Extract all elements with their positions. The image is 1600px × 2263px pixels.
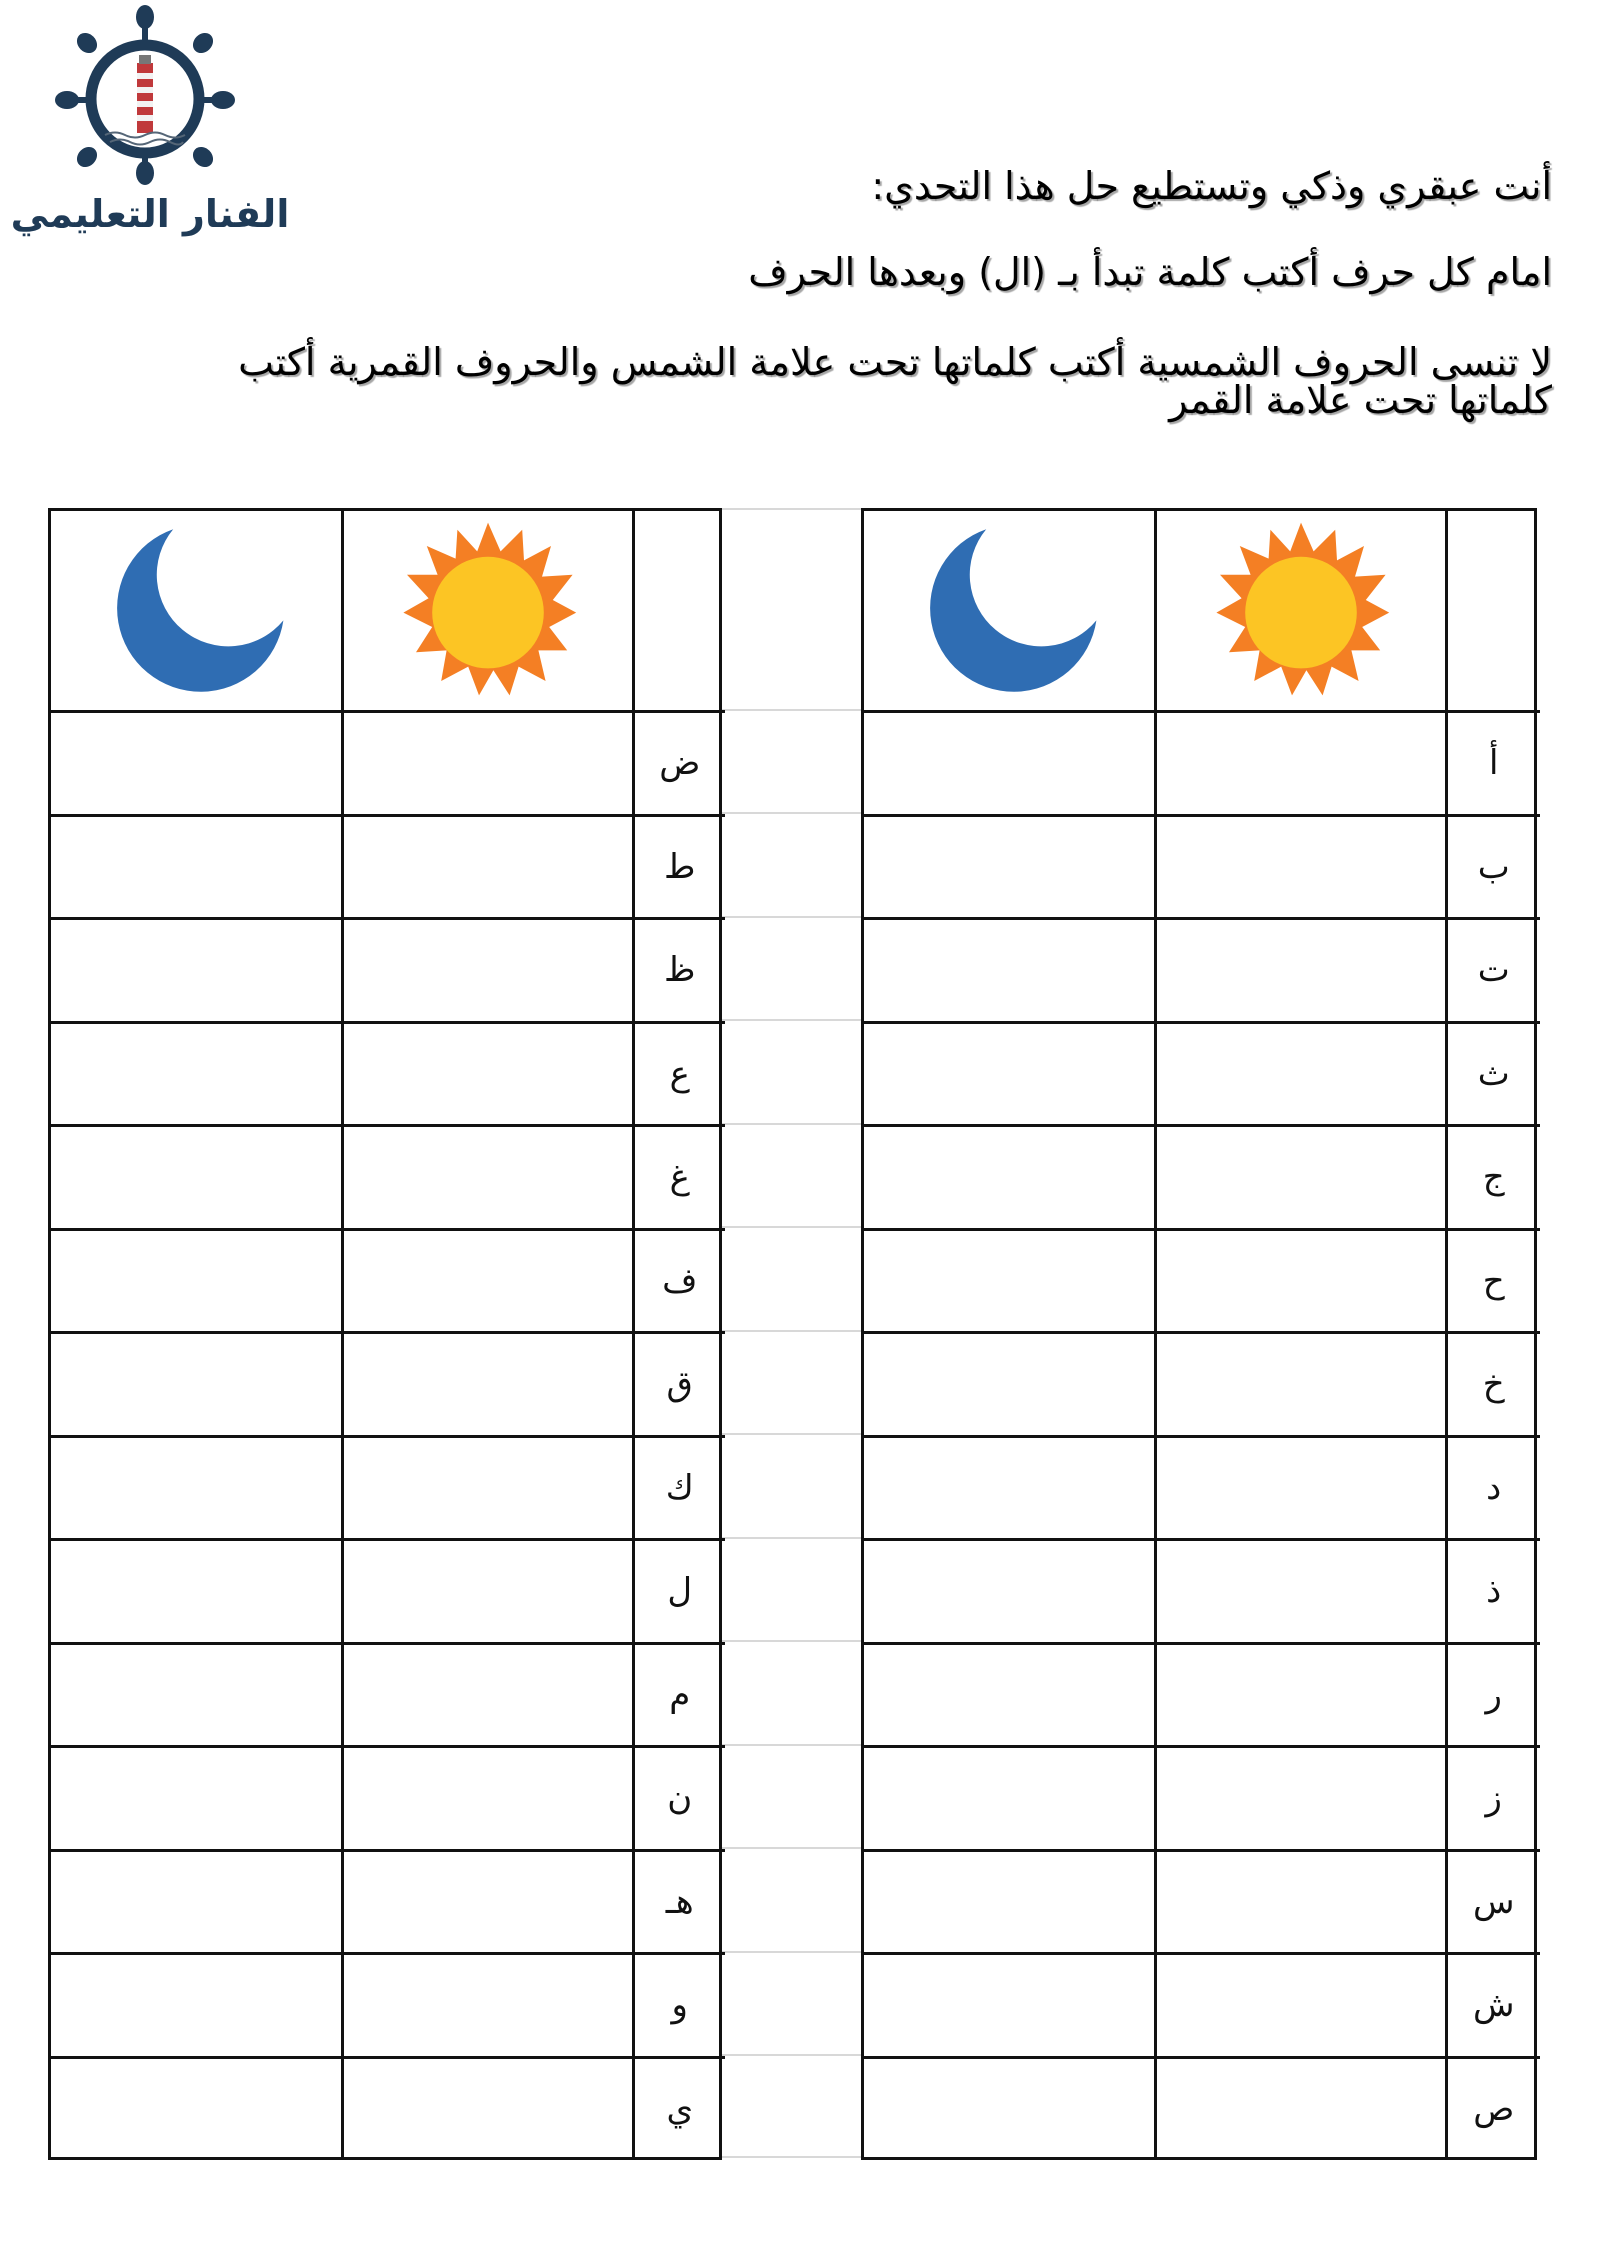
letter-cell: ت (1446, 919, 1540, 1023)
moon-word-input[interactable] (51, 1229, 342, 1333)
divider (722, 1123, 861, 1125)
sun-icon (398, 519, 578, 699)
letter-cell: ف (633, 1229, 725, 1333)
letter-header-cell (633, 511, 725, 712)
sun-word-input[interactable] (1155, 1747, 1446, 1851)
moon-word-input[interactable] (51, 919, 342, 1023)
sun-word-input[interactable] (1155, 919, 1446, 1023)
letter-cell: ن (633, 1747, 725, 1851)
moon-word-input[interactable] (864, 712, 1155, 816)
instruction-line-1: أنت عبقري وذكي وتستطيع حل هذا التحدي: (871, 164, 1552, 208)
divider (722, 1951, 861, 1953)
divider (722, 1744, 861, 1746)
letter-cell: م (633, 1643, 725, 1747)
sun-word-input[interactable] (342, 1747, 633, 1851)
letter-cell: ي (633, 2057, 725, 2159)
moon-word-input[interactable] (51, 1436, 342, 1540)
sun-word-input[interactable] (342, 2057, 633, 2159)
letter-cell: د (1446, 1436, 1540, 1540)
divider (722, 1537, 861, 1539)
sun-word-input[interactable] (1155, 1540, 1446, 1644)
instruction-line-2: امام كل حرف أكتب كلمة تبدأ بـ (ال) وبعدها الحرف (748, 250, 1552, 294)
moon-word-input[interactable] (864, 1643, 1155, 1747)
letter-cell: ع (633, 1022, 725, 1126)
crescent-moon-icon (914, 514, 1104, 704)
right-worksheet-table (861, 508, 1537, 2160)
letter-cell: ق (633, 1333, 725, 1437)
moon-word-input[interactable] (51, 1333, 342, 1437)
divider (722, 916, 861, 918)
moon-word-input[interactable] (864, 1229, 1155, 1333)
letter-cell: ج (1446, 1126, 1540, 1230)
divider (722, 2054, 861, 2056)
sun-word-input[interactable] (342, 1229, 633, 1333)
sun-word-input[interactable] (342, 1540, 633, 1644)
letter-cell: ط (633, 815, 725, 919)
moon-word-input[interactable] (51, 1850, 342, 1954)
letter-cell: ص (1446, 2057, 1540, 2159)
moon-word-input[interactable] (864, 1126, 1155, 1230)
sun-word-input[interactable] (1155, 712, 1446, 816)
letter-cell: ل (633, 1540, 725, 1644)
sun-word-input[interactable] (342, 1643, 633, 1747)
sun-word-input[interactable] (342, 1436, 633, 1540)
sun-word-input[interactable] (1155, 1229, 1446, 1333)
moon-header-cell (864, 511, 1155, 712)
sun-word-input[interactable] (342, 1022, 633, 1126)
divider (722, 709, 861, 711)
divider (722, 2156, 861, 2158)
logo (0, 0, 290, 250)
sun-word-input[interactable] (342, 919, 633, 1023)
letter-cell: ث (1446, 1022, 1540, 1126)
moon-word-input[interactable] (864, 815, 1155, 919)
moon-word-input[interactable] (51, 815, 342, 919)
letter-cell: ح (1446, 1229, 1540, 1333)
letter-cell: غ (633, 1126, 725, 1230)
letter-cell: ر (1446, 1643, 1540, 1747)
moon-word-input[interactable] (864, 1954, 1155, 2058)
sun-word-input[interactable] (1155, 1850, 1446, 1954)
moon-word-input[interactable] (51, 2057, 342, 2159)
divider (722, 1226, 861, 1228)
letter-cell: هـ (633, 1850, 725, 1954)
sun-header-cell (1155, 511, 1446, 712)
left-worksheet-table (48, 508, 722, 2160)
moon-word-input[interactable] (51, 1022, 342, 1126)
ship-wheel-lighthouse-icon (55, 5, 235, 185)
instruction-line-3: لا تنسى الحروف الشمسية أكتب كلماتها تحت علامة الشمس والحروف القمرية أكتب كلماتها تحت علامة القمر (238, 340, 1552, 422)
letter-cell: أ (1446, 712, 1540, 816)
letter-cell: ش (1446, 1954, 1540, 2058)
sun-word-input[interactable] (1155, 2057, 1446, 2159)
divider (722, 812, 861, 814)
sun-word-input[interactable] (342, 1126, 633, 1230)
moon-word-input[interactable] (864, 2057, 1155, 2159)
sun-word-input[interactable] (342, 815, 633, 919)
sun-word-input[interactable] (342, 1333, 633, 1437)
letter-cell: ك (633, 1436, 725, 1540)
divider (722, 1330, 861, 1332)
moon-word-input[interactable] (864, 919, 1155, 1023)
moon-word-input[interactable] (864, 1333, 1155, 1437)
table-gap (722, 508, 861, 2158)
divider (722, 508, 861, 510)
moon-word-input[interactable] (51, 1540, 342, 1644)
moon-word-input[interactable] (864, 1540, 1155, 1644)
letter-cell: ذ (1446, 1540, 1540, 1644)
letter-cell: و (633, 1954, 725, 2058)
sun-icon (1211, 519, 1391, 699)
letter-header-cell (1446, 511, 1540, 712)
sun-header-cell (342, 511, 633, 712)
moon-header-cell (51, 511, 342, 712)
crescent-moon-icon (101, 514, 291, 704)
moon-word-input[interactable] (51, 1747, 342, 1851)
letter-cell: ظ (633, 919, 725, 1023)
moon-word-input[interactable] (864, 1022, 1155, 1126)
divider (722, 1019, 861, 1021)
divider (722, 1433, 861, 1435)
moon-word-input[interactable] (51, 1126, 342, 1230)
letter-cell: ب (1446, 815, 1540, 919)
moon-word-input[interactable] (864, 1850, 1155, 1954)
letter-cell: ض (633, 712, 725, 816)
moon-word-input[interactable] (864, 1436, 1155, 1540)
sun-word-input[interactable] (1155, 1022, 1446, 1126)
letter-cell: ز (1446, 1747, 1540, 1851)
sun-word-input[interactable] (1155, 1436, 1446, 1540)
divider (722, 1847, 861, 1849)
sun-word-input[interactable] (1155, 1643, 1446, 1747)
logo-name: الفنار التعليمي (10, 192, 290, 236)
letter-cell: س (1446, 1850, 1540, 1954)
sun-word-input[interactable] (342, 712, 633, 816)
moon-word-input[interactable] (864, 1747, 1155, 1851)
sun-word-input[interactable] (342, 1954, 633, 2058)
sun-word-input[interactable] (1155, 1126, 1446, 1230)
sun-word-input[interactable] (1155, 1954, 1446, 2058)
moon-word-input[interactable] (51, 1643, 342, 1747)
sun-word-input[interactable] (342, 1850, 633, 1954)
moon-word-input[interactable] (51, 1954, 342, 2058)
sun-word-input[interactable] (1155, 1333, 1446, 1437)
divider (722, 1640, 861, 1642)
sun-word-input[interactable] (1155, 815, 1446, 919)
letter-cell: خ (1446, 1333, 1540, 1437)
moon-word-input[interactable] (51, 712, 342, 816)
